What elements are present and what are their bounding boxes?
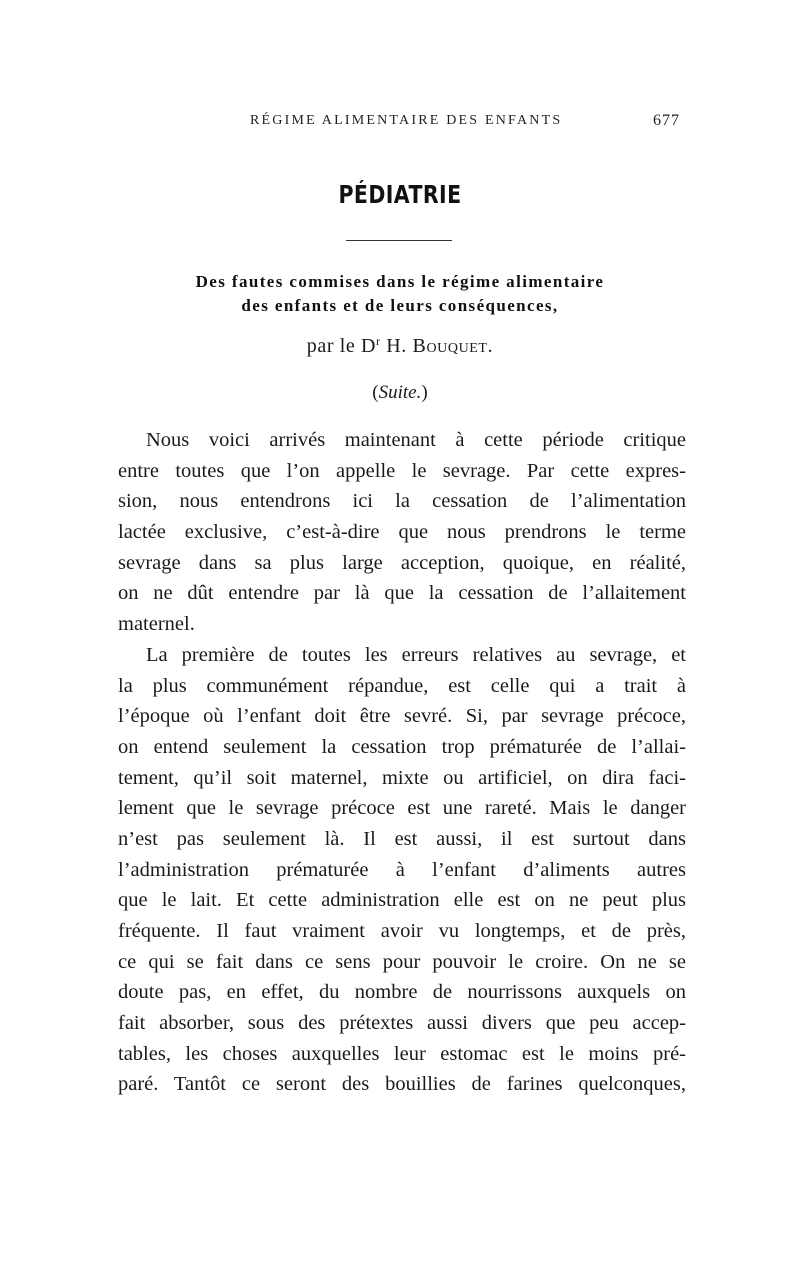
body-line: doute pas, en effet, du nombre de nourrissons auxquels on <box>118 981 686 1004</box>
author-name: Bouquet. <box>412 335 494 357</box>
article-title-line-1: Des fautes commises dans le régime alimentaire <box>195 272 605 291</box>
byline-initial: H. <box>386 335 407 357</box>
body-line: lement que le sevrage précoce est une rareté. Mais le danger <box>118 797 686 820</box>
author-byline <box>0 335 800 358</box>
body-line: fait absorber, sous des prétextes aussi divers que peu accep- <box>118 1012 686 1035</box>
page-number: 677 <box>653 112 680 129</box>
body-line: La première de toutes les erreurs relatives au sevrage, et <box>146 643 686 666</box>
body-text <box>118 425 686 1100</box>
body-line: que le lait. Et cette administration elle est on ne peut plus <box>118 889 686 912</box>
body-line: Nous voici arrivés maintenant à cette période critique <box>146 429 686 451</box>
body-line: sevrage dans sa plus large acception, quoique, en réalité, <box>118 551 686 574</box>
section-title: PÉDIATRIE <box>338 180 462 209</box>
byline-prefix: par le D <box>306 335 377 357</box>
body-line: maternel. <box>118 613 195 636</box>
continued-close-paren: ) <box>421 382 428 403</box>
body-line: l’époque où l’enfant doit être sevré. Si, par sevrage précoce, <box>118 705 686 728</box>
body-line: on entend seulement la cessation trop prématurée de l’allai- <box>118 735 686 758</box>
body-line: tement, qu’il soit maternel, mixte ou artificiel, on dira faci- <box>118 766 686 789</box>
running-head: RÉGIME ALIMENTAIRE DES ENFANTS <box>250 113 563 128</box>
body-line: l’administration prématurée à l’enfant d’aliments autres <box>118 858 686 881</box>
article-title <box>0 270 800 318</box>
body-line: fréquente. Il faut vraiment avoir vu longtemps, et de près, <box>118 920 686 942</box>
title-divider <box>346 240 452 241</box>
article-title-line-2: des enfants et de leurs conséquences, <box>241 296 559 315</box>
body-line: n’est pas seulement là. Il est aussi, il est surtout dans <box>118 827 686 850</box>
body-line: tables, les choses auxquelles leur estomac est le moins pré- <box>118 1042 686 1065</box>
body-line: sion, nous entendrons ici la cessation de l’alimentation <box>118 490 686 513</box>
continued-note <box>0 382 800 404</box>
continued-label: Suite. <box>378 382 422 403</box>
body-line: la plus communément répandue, est celle qui a trait à <box>118 674 686 697</box>
body-line: entre toutes que l’on appelle le sevrage. Par cette expres- <box>118 459 686 482</box>
body-line: ce qui se fait dans ce sens pour pouvoir le croire. On ne se <box>118 950 686 973</box>
body-line: on ne dût entendre par là que la cessation de l’allaitement <box>118 582 686 605</box>
continued-open-paren: ( <box>372 382 379 403</box>
byline-superscript: r <box>376 334 381 348</box>
body-line: lactée exclusive, c’est-à-dire que nous prendrons le terme <box>118 521 686 544</box>
body-line: paré. Tantôt ce seront des bouillies de farines quelconques, <box>118 1073 686 1096</box>
